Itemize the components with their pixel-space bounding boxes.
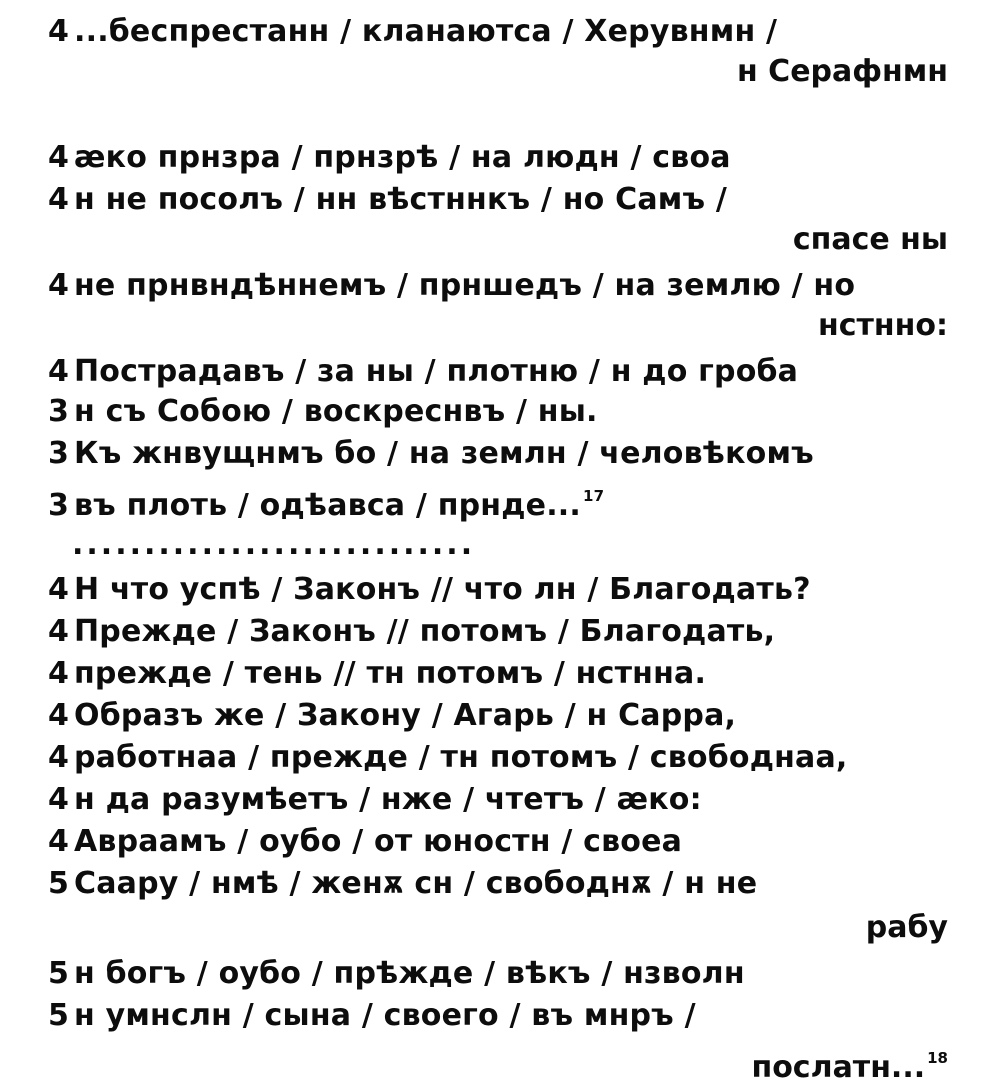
verse-continuation: н Серафнмн	[737, 54, 948, 89]
verse-text: Пострадавъ / за ны / плотню / н до гроба	[74, 354, 799, 389]
verse-number: 5	[48, 998, 70, 1033]
verse-text: Н что успѣ / Законъ // что лн / Благодать?	[74, 572, 811, 607]
verse-text: ...беспрестанн / кланаютса / Херувнмн /	[74, 14, 778, 49]
verse-text: ӕко прнзра / прнзрѣ / на людн / своа	[74, 140, 731, 175]
verse-number: 4	[48, 698, 70, 733]
verse-line	[48, 998, 696, 1034]
verse-number: 4	[48, 824, 70, 859]
verse-number: 4	[48, 782, 70, 817]
verse-line	[48, 354, 798, 390]
verse-line	[48, 956, 745, 992]
verse-line	[48, 698, 736, 734]
verse-text: въ плоть / одѣавса / прнде...	[74, 488, 581, 523]
verse-line	[48, 478, 604, 524]
verse-number: 4	[48, 268, 70, 303]
verse-line	[48, 866, 757, 902]
verse-line	[48, 782, 702, 818]
verse-line	[48, 572, 811, 608]
verse-line	[48, 140, 731, 176]
ellipsis-separator: ............................	[72, 527, 476, 562]
verse-number: 4	[48, 182, 70, 217]
verse-line	[48, 268, 855, 304]
verse-number: 4	[48, 740, 70, 775]
verse-line	[48, 182, 727, 218]
verse-line	[48, 614, 775, 650]
verse-text: Авраамъ / оубо / от юностн / своеа	[74, 824, 683, 859]
verse-continuation: рабу	[865, 910, 948, 945]
verse-number: 4	[48, 614, 70, 649]
verse-text: Саару / нмѣ / женѫ сн / свободнѫ / н не	[74, 866, 758, 901]
verse-continuation: спасе ны	[792, 222, 948, 257]
verse-number: 5	[48, 956, 70, 991]
verse-number: 4	[48, 656, 70, 691]
verse-number: 5	[48, 866, 70, 901]
verse-continuation	[751, 1040, 948, 1086]
verse-continuation: нстнно:	[818, 308, 948, 343]
footnote-marker: 18	[927, 1049, 948, 1067]
verse-text: не прнвндѣннемъ / прншедъ / на землю / но	[74, 268, 856, 303]
verse-line	[48, 740, 848, 776]
verse-line	[48, 824, 682, 860]
verse-line	[48, 436, 814, 472]
verse-line	[48, 656, 706, 692]
verse-continuation-text: послатн...	[751, 1050, 926, 1085]
verse-number: 4	[48, 354, 70, 389]
verse-text: н съ Собою / воскреснвъ / ны.	[74, 394, 598, 429]
verse-number: 4	[48, 140, 70, 175]
verse-line	[48, 14, 777, 50]
verse-number: 4	[48, 572, 70, 607]
verse-text: н богъ / оубо / прѣжде / вѣкъ / нзволн	[74, 956, 745, 991]
verse-text: н да разумѣетъ / нже / чтетъ / ӕко:	[74, 782, 702, 817]
verse-number: 3	[48, 436, 70, 471]
verse-text: Прежде / Законъ // потомъ / Благодать,	[74, 614, 776, 649]
verse-text: прежде / тень // тн потомъ / нстнна.	[74, 656, 707, 691]
verse-line	[48, 394, 598, 430]
verse-number: 3	[48, 488, 70, 523]
verse-number: 3	[48, 394, 70, 429]
verse-text: Образъ же / Закону / Агарь / н Сарра,	[74, 698, 737, 733]
verse-number: 4	[48, 14, 70, 49]
verse-text: н не посолъ / нн вѣстннкъ / но Самъ /	[74, 182, 728, 217]
footnote-marker: 17	[583, 487, 605, 505]
verse-text: Къ жнвущнмъ бо / на землн / человѣкомъ	[74, 436, 814, 471]
verse-text: н умнслн / сына / своего / въ мнръ /	[74, 998, 696, 1033]
verse-text: работнаа / прежде / тн потомъ / свободнаа,	[74, 740, 848, 775]
